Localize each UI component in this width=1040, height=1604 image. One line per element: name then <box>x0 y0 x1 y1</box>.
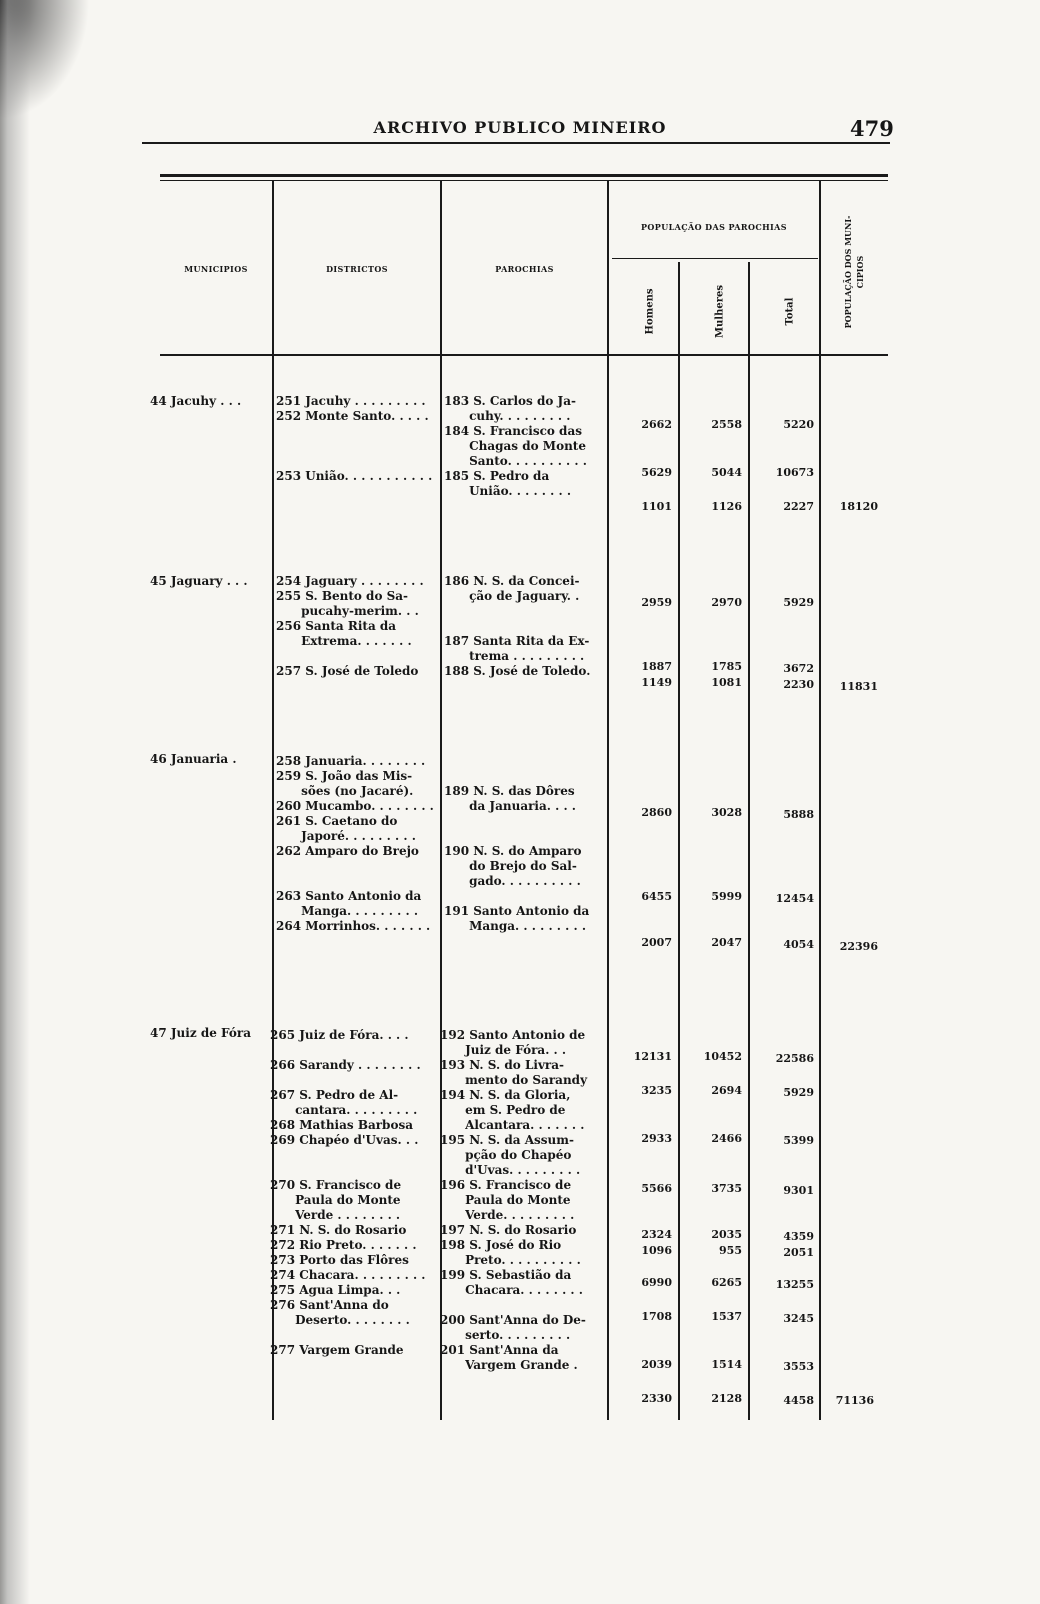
districto-line: Verde . . . . . . . . <box>270 1208 401 1222</box>
districtos-januaria <box>276 754 434 934</box>
col-header-populacao-parochias: POPULAÇÃO DAS PAROCHIAS <box>641 222 787 232</box>
districto-line: pucahy-merim. . . <box>276 604 419 618</box>
districto-line: Extrema. . . . . . . <box>276 634 412 648</box>
districto-line: 262 Amparo do Brejo <box>276 844 419 858</box>
parochia-line: 193 N. S. do Livra- <box>440 1058 564 1072</box>
parochia-line: 183 S. Carlos do Ja- <box>444 394 576 408</box>
homens-value: 5629 <box>641 466 672 479</box>
parochias-jacuhy <box>444 394 587 499</box>
parochia-line: 191 Santo Antonio da <box>444 904 590 918</box>
parochia-line: do Brejo do Sal- <box>444 859 577 873</box>
homens-value: 5566 <box>641 1182 672 1195</box>
districto-line: 275 Agua Limpa. . . <box>270 1283 401 1297</box>
total-value: 5220 <box>783 418 814 431</box>
districto-line: cantara. . . . . . . . . <box>270 1103 418 1117</box>
parochia-line: 199 S. Sebastião da <box>440 1268 572 1282</box>
col-header-parochias: PAROCHIAS <box>495 264 554 274</box>
mulheres-value: 1081 <box>711 676 742 689</box>
districto-line <box>270 1073 425 1088</box>
parochia-line: da Januaria. . . . <box>444 799 576 813</box>
parochia-line: 186 N. S. da Concei- <box>444 574 580 588</box>
districto-line: 253 União. . . . . . . . . . . <box>276 469 433 483</box>
parochia-line: d'Uvas. . . . . . . . . <box>440 1163 581 1177</box>
mulheres-value: 2970 <box>711 596 742 609</box>
total-value: 3672 <box>783 662 814 675</box>
districto-line <box>276 859 434 874</box>
mulheres-value: 1785 <box>711 660 742 673</box>
districto-line <box>270 1043 425 1058</box>
districto-line: 273 Porto das Flôres <box>270 1253 409 1267</box>
districto-line: Manga. . . . . . . . . <box>276 904 419 918</box>
mulheres-value: 2047 <box>711 936 742 949</box>
parochia-line: 185 S. Pedro da <box>444 469 550 483</box>
parochia-line: 192 Santo Antonio de <box>440 1028 586 1042</box>
municipio-jaguary: 45 Jaguary . . . <box>150 574 248 588</box>
parochia-line: 197 N. S. do Rosario <box>440 1223 577 1237</box>
total-value: 5399 <box>783 1134 814 1147</box>
districto-line: 271 N. S. do Rosario <box>270 1223 407 1237</box>
parochia-line: pção do Chapéo <box>440 1148 572 1162</box>
districto-line: 255 S. Bento do Sa- <box>276 589 409 603</box>
total-value: 3553 <box>783 1360 814 1373</box>
municipio-jacuhy: 44 Jacuhy . . . <box>150 394 242 408</box>
mulheres-value: 1514 <box>711 1358 742 1371</box>
parochia-line: 200 Sant'Anna do De- <box>440 1313 586 1327</box>
total-value: 10673 <box>775 466 814 479</box>
districto-line: 272 Rio Preto. . . . . . . <box>270 1238 417 1252</box>
homens-value: 1101 <box>641 500 672 513</box>
total-value: 9301 <box>783 1184 814 1197</box>
districto-line <box>276 439 432 454</box>
homens-value: 1149 <box>641 676 672 689</box>
districto-line <box>270 1148 425 1163</box>
parochia-line: Manga. . . . . . . . . <box>444 919 587 933</box>
total-value: 22586 <box>775 1052 814 1065</box>
homens-value: 1887 <box>641 660 672 673</box>
parochia-line: Juiz de Fóra. . . <box>440 1043 567 1057</box>
municipio-juiz-de-fora: 47 Juiz de Fóra <box>150 1026 251 1040</box>
districto-line: 263 Santo Antonio da <box>276 889 422 903</box>
mulheres-value: 1126 <box>711 500 742 513</box>
parochia-line: 194 N. S. da Gloria, <box>440 1088 571 1102</box>
parochia-line: 188 S. José de Toledo. <box>444 664 591 678</box>
parochia-line: trema . . . . . . . . . <box>444 649 585 663</box>
homens-value: 6990 <box>641 1276 672 1289</box>
districto-line <box>276 649 424 664</box>
homens-value: 2324 <box>641 1228 672 1241</box>
mulheres-value: 3028 <box>711 806 742 819</box>
parochia-line: Paula do Monte <box>440 1193 571 1207</box>
districto-line: Paula do Monte <box>270 1193 401 1207</box>
table-top-rule <box>160 174 888 177</box>
districto-line: 265 Juiz de Fóra. . . . <box>270 1028 409 1042</box>
total-value: 3245 <box>783 1312 814 1325</box>
parochia-line: Alcantara. . . . . . . <box>440 1118 585 1132</box>
col-header-districtos: DISTRICTOS <box>326 264 388 274</box>
districto-line: sões (no Jacaré). <box>276 784 414 798</box>
districto-line: 267 S. Pedro de Al- <box>270 1088 399 1102</box>
total-value: 12454 <box>775 892 814 905</box>
parochia-line: 189 N. S. das Dôres <box>444 784 575 798</box>
header-rule <box>142 142 890 144</box>
parochia-line <box>444 814 589 829</box>
total-value: 13255 <box>775 1278 814 1291</box>
municipio-total: 22396 <box>839 940 878 953</box>
municipio-total: 71136 <box>835 1394 874 1407</box>
parochia-line: União. . . . . . . . <box>444 484 572 498</box>
col-header-total: Total <box>784 297 796 326</box>
total-value: 4054 <box>783 938 814 951</box>
districto-line: 258 Januaria. . . . . . . . <box>276 754 426 768</box>
parochia-line: Vargem Grande . <box>440 1358 578 1372</box>
mulheres-value: 2466 <box>711 1132 742 1145</box>
mulheres-value: 2128 <box>711 1392 742 1405</box>
parochia-line <box>440 1298 587 1313</box>
homens-value: 2039 <box>641 1358 672 1371</box>
districto-line: 259 S. João das Mis- <box>276 769 413 783</box>
homens-value: 12131 <box>633 1050 672 1063</box>
page-number: 479 <box>850 116 894 141</box>
parochia-line <box>444 829 589 844</box>
parochia-line: 187 Santa Rita da Ex- <box>444 634 590 648</box>
parochia-line: mento do Sarandy <box>440 1073 588 1087</box>
homens-value: 2959 <box>641 596 672 609</box>
districto-line: 269 Chapéo d'Uvas. . . <box>270 1133 419 1147</box>
total-value: 2051 <box>783 1246 814 1259</box>
districto-line: 277 Vargem Grande <box>270 1343 404 1357</box>
municipio-total: 18120 <box>839 500 878 513</box>
total-value: 4359 <box>783 1230 814 1243</box>
homens-value: 1708 <box>641 1310 672 1323</box>
mulheres-value: 2558 <box>711 418 742 431</box>
parochias-januaria <box>444 754 589 934</box>
districto-line: 270 S. Francisco de <box>270 1178 402 1192</box>
mulheres-value: 2035 <box>711 1228 742 1241</box>
col-header-homens: Homens <box>644 288 656 335</box>
parochia-line: Preto. . . . . . . . . . <box>440 1253 581 1267</box>
page-header-title: ARCHIVO PUBLICO MINEIRO <box>373 118 667 137</box>
districto-line: 252 Monte Santo. . . . . <box>276 409 429 423</box>
homens-value: 2860 <box>641 806 672 819</box>
parochia-line <box>444 619 590 634</box>
parochia-line: 195 N. S. da Assum- <box>440 1133 574 1147</box>
districto-line: 274 Chacara. . . . . . . . . <box>270 1268 426 1282</box>
parochia-line: 190 N. S. do Amparo <box>444 844 582 858</box>
mulheres-value: 5044 <box>711 466 742 479</box>
districto-line <box>270 1163 425 1178</box>
homens-value: 2330 <box>641 1392 672 1405</box>
total-value: 4458 <box>783 1394 814 1407</box>
parochias-juiz-de-fora <box>440 1028 587 1373</box>
population-subheader-rule <box>612 258 818 259</box>
districto-line: 266 Sarandy . . . . . . . . <box>270 1058 421 1072</box>
districto-line <box>276 424 432 439</box>
parochia-line: em S. Pedro de <box>440 1103 566 1117</box>
homens-value: 6455 <box>641 890 672 903</box>
parochia-line: Chagas do Monte <box>444 439 586 453</box>
total-value: 5929 <box>783 1086 814 1099</box>
parochia-line <box>444 769 589 784</box>
districto-line: 256 Santa Rita da <box>276 619 397 633</box>
parochia-line: cuhy. . . . . . . . . <box>444 409 571 423</box>
page-edge-shadow <box>0 0 30 1604</box>
parochia-line: 198 S. José do Rio <box>440 1238 562 1252</box>
districto-line <box>276 874 434 889</box>
districto-line <box>270 1328 425 1343</box>
parochia-line: ção de Jaguary. . <box>444 589 580 603</box>
districto-line: 261 S. Caetano do <box>276 814 398 828</box>
parochia-line: 201 Sant'Anna da <box>440 1343 559 1357</box>
parochia-line: Santo. . . . . . . . . . <box>444 454 587 468</box>
districto-line: Japoré. . . . . . . . . <box>276 829 416 843</box>
total-value: 2230 <box>783 678 814 691</box>
districto-line: 264 Morrinhos. . . . . . . <box>276 919 431 933</box>
mulheres-value: 1537 <box>711 1310 742 1323</box>
table-header-bottom-rule <box>160 354 888 356</box>
col-header-populacao-municipios: POPULAÇÃO DOS MUNI-CIPIOS <box>843 215 865 329</box>
mulheres-value: 3735 <box>711 1182 742 1195</box>
table-top-rule-thin <box>160 180 888 181</box>
mulheres-value: 10452 <box>703 1050 742 1063</box>
mulheres-value: 6265 <box>711 1276 742 1289</box>
districto-line: 254 Jaguary . . . . . . . . <box>276 574 424 588</box>
districto-line: 260 Mucambo. . . . . . . . <box>276 799 434 813</box>
parochias-jaguary <box>444 574 590 679</box>
districto-line: 257 S. José de Toledo <box>276 664 419 678</box>
districtos-juiz-de-fora <box>270 1028 425 1358</box>
col-header-mulheres: Mulheres <box>714 284 726 339</box>
parochia-line <box>444 754 589 769</box>
districto-line: 251 Jacuhy . . . . . . . . . <box>276 394 426 408</box>
col-rule-5 <box>748 262 750 1420</box>
districtos-jacuhy <box>276 394 432 484</box>
parochia-line: 196 S. Francisco de <box>440 1178 572 1192</box>
total-value: 5888 <box>783 808 814 821</box>
districto-line: 268 Mathias Barbosa <box>270 1118 413 1132</box>
mulheres-value: 5999 <box>711 890 742 903</box>
parochia-line: 184 S. Francisco das <box>444 424 582 438</box>
homens-value: 2933 <box>641 1132 672 1145</box>
homens-value: 1096 <box>641 1244 672 1257</box>
parochia-line: gado. . . . . . . . . . <box>444 874 581 888</box>
parochia-line: Verde. . . . . . . . . <box>440 1208 575 1222</box>
homens-value: 2007 <box>641 936 672 949</box>
homens-value: 3235 <box>641 1084 672 1097</box>
mulheres-value: 2694 <box>711 1084 742 1097</box>
homens-value: 2662 <box>641 418 672 431</box>
total-value: 5929 <box>783 596 814 609</box>
parochia-line <box>444 889 589 904</box>
districto-line <box>276 454 432 469</box>
parochia-line: Chacara. . . . . . . . <box>440 1283 583 1297</box>
total-value: 2227 <box>783 500 814 513</box>
municipio-januaria: 46 Januaria . <box>150 752 237 766</box>
col-rule-3 <box>607 180 609 1420</box>
districto-line: 276 Sant'Anna do <box>270 1298 389 1312</box>
districto-line: Deserto. . . . . . . . <box>270 1313 410 1327</box>
districtos-jaguary <box>276 574 424 679</box>
municipio-total: 11831 <box>839 680 878 693</box>
mulheres-value: 955 <box>719 1244 742 1257</box>
col-rule-6 <box>819 180 821 1420</box>
col-header-municipios: MUNICIPIOS <box>184 264 248 274</box>
parochia-line: serto. . . . . . . . . <box>440 1328 571 1342</box>
parochia-line <box>444 604 590 619</box>
